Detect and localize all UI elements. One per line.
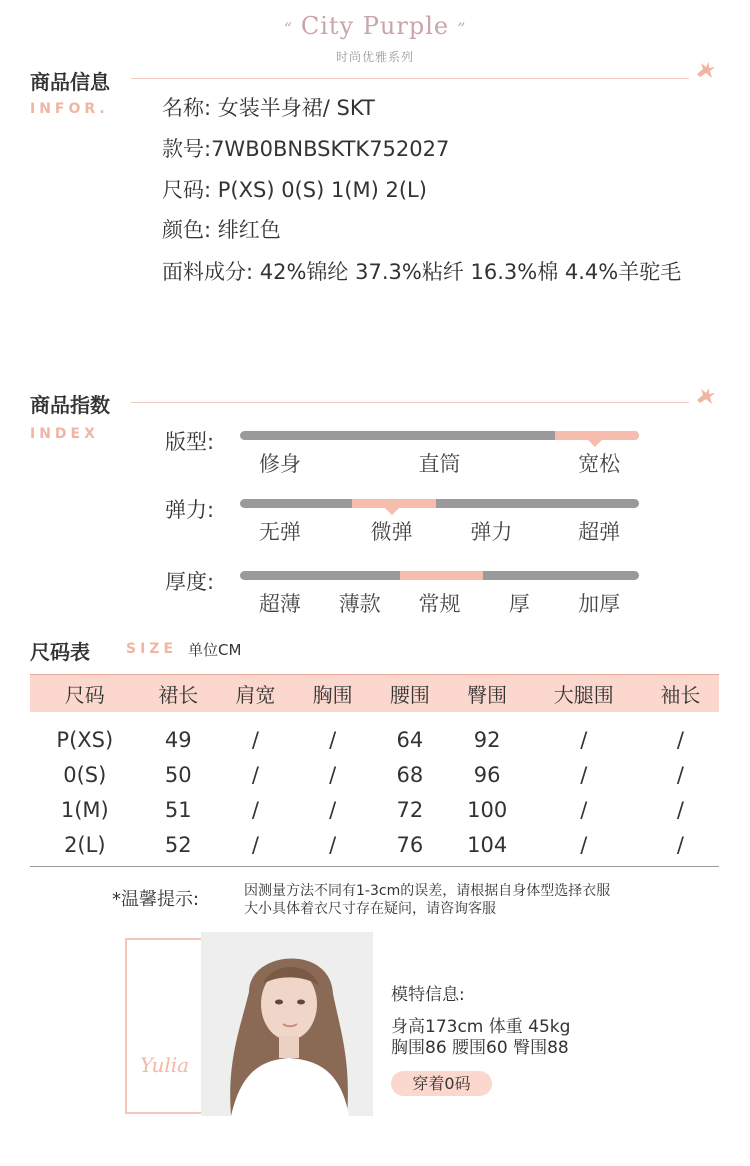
model-measurements: 胸围86 腰围60 臀围88 [391, 1038, 569, 1058]
index-scale-word: 超薄 [258, 592, 301, 616]
index-scale-word: 超弹 [578, 520, 621, 544]
pegasus-icon [694, 58, 718, 87]
index-scale-selected [400, 571, 484, 580]
size-table-header-cell: 臀围 [448, 675, 525, 713]
info-divider [131, 78, 689, 79]
brand-subtitle: 时尚优雅系列 [335, 50, 414, 64]
size-table-cell: / [676, 727, 684, 752]
info-sizes-line: 尺码: P(XS) 0(S) 1(M) 2(L) [162, 178, 427, 202]
index-row-label: 弹力: [165, 498, 215, 522]
index-row-label: 版型: [165, 430, 215, 454]
index-scale-word: 常规 [418, 592, 461, 616]
table-row [30, 757, 719, 792]
size-table-cell: / [329, 762, 337, 787]
size-table-cell: 0(S) [63, 762, 107, 787]
size-table-cell: 68 [396, 762, 424, 787]
size-table-cell: 100 [467, 797, 508, 822]
size-table-cell: / [580, 762, 588, 787]
size-table-header [30, 675, 719, 713]
tip-line-2: 大小具体着衣尺寸存在疑问，请咨询客服 [244, 901, 496, 917]
size-table-cell: P(XS) [56, 727, 114, 752]
index-scale-word: 微弹 [370, 520, 413, 544]
table-row [30, 827, 719, 862]
size-table-cell: 76 [396, 832, 424, 857]
model-info-title: 模特信息: [391, 985, 465, 1005]
size-table-cell: 1(M) [60, 797, 109, 822]
size-table-header-cell: 裙长 [140, 675, 217, 713]
info-color-line: 颜色: 绯红色 [162, 218, 281, 242]
size-table-cell: 51 [164, 797, 192, 822]
pegasus-icon [694, 384, 718, 413]
index-divider [131, 402, 689, 403]
size-table-cell: 92 [473, 727, 501, 752]
size-table-cell: 72 [396, 797, 424, 822]
size-table-cell: / [676, 797, 684, 822]
table-row [30, 792, 719, 827]
size-table-cell: / [251, 832, 259, 857]
size-table-header-cell: 腰围 [371, 675, 448, 713]
info-section-title: 商品信息 [30, 70, 110, 94]
index-section-title: 商品指数 [30, 393, 110, 417]
size-table-header-cell: 袖长 [642, 675, 719, 713]
size-table-cell: / [251, 762, 259, 787]
size-table-cell: 104 [467, 832, 508, 857]
index-scale-word: 无弹 [258, 520, 301, 544]
size-table-cell: / [251, 727, 259, 752]
index-scale-pointer [588, 440, 602, 447]
table-row [30, 712, 719, 757]
info-section-en: INFOR. [30, 101, 109, 117]
index-scale-word: 厚 [508, 592, 530, 616]
size-table-body [30, 712, 719, 862]
size-section-en: SIZE [126, 641, 178, 657]
size-table-cell: / [580, 727, 588, 752]
index-scale-word: 薄款 [338, 592, 381, 616]
size-unit: 单位CM [188, 641, 242, 659]
brand-name: City Purple [300, 12, 450, 40]
index-row-label: 厚度: [165, 570, 215, 594]
size-table-header-cell: 大腿围 [526, 675, 642, 713]
size-table-cell: / [580, 797, 588, 822]
size-table-cell: 50 [164, 762, 192, 787]
brand-title [0, 12, 750, 40]
model-height-weight: 身高173cm 体重 45kg [391, 1017, 571, 1037]
size-table-header-cell: 胸围 [294, 675, 371, 713]
index-scale-selected [555, 431, 639, 440]
tip-label: *温馨提示: [112, 889, 200, 910]
brand-quote-right: ” [457, 19, 467, 38]
index-scale-word: 修身 [258, 452, 301, 476]
model-photo [201, 932, 373, 1116]
model-name: Yulia [140, 1053, 190, 1077]
tip-line-1: 因测量方法不同有1-3cm的误差，请根据自身体型选择衣服 [244, 883, 611, 899]
index-scale-bar [240, 431, 639, 440]
size-table-cell: 2(L) [64, 832, 106, 857]
size-table-cell: / [251, 797, 259, 822]
size-table-cell: 49 [164, 727, 192, 752]
index-scale-pointer [385, 508, 399, 515]
model-wearing-size: 穿着0码 [391, 1071, 492, 1096]
index-scale-word: 加厚 [578, 592, 621, 616]
info-style-no-line: 款号:7WB0BNBSKTK752027 [162, 137, 450, 161]
size-table-cell: / [676, 832, 684, 857]
size-table-cell: / [329, 797, 337, 822]
size-table-cell: / [329, 727, 337, 752]
size-table-cell: 96 [473, 762, 501, 787]
size-table-cell: / [329, 832, 337, 857]
info-name-line: 名称: 女装半身裙/ SKT [162, 96, 375, 120]
size-table-bottom-rule [30, 866, 719, 867]
index-section-en: INDEX [30, 426, 99, 442]
index-scale-bar [240, 571, 639, 580]
size-table [30, 674, 719, 862]
index-scale-bar [240, 499, 639, 508]
info-fabric-line: 面料成分: 42%锦纶 37.3%粘纤 16.3%棉 4.4%羊驼毛 [162, 260, 682, 284]
size-table-cell: / [676, 762, 684, 787]
size-table-header-cell: 肩宽 [217, 675, 294, 713]
index-scale-word: 弹力 [470, 520, 513, 544]
size-table-cell: / [580, 832, 588, 857]
size-section-title: 尺码表 [30, 640, 90, 664]
index-scale-word: 宽松 [578, 452, 621, 476]
size-table-cell: 64 [396, 727, 424, 752]
index-scale-word: 直筒 [418, 452, 461, 476]
size-table-cell: 52 [164, 832, 192, 857]
index-scale-selected [352, 499, 436, 508]
brand-quote-left: “ [283, 19, 293, 38]
size-table-header-cell: 尺码 [30, 675, 140, 713]
